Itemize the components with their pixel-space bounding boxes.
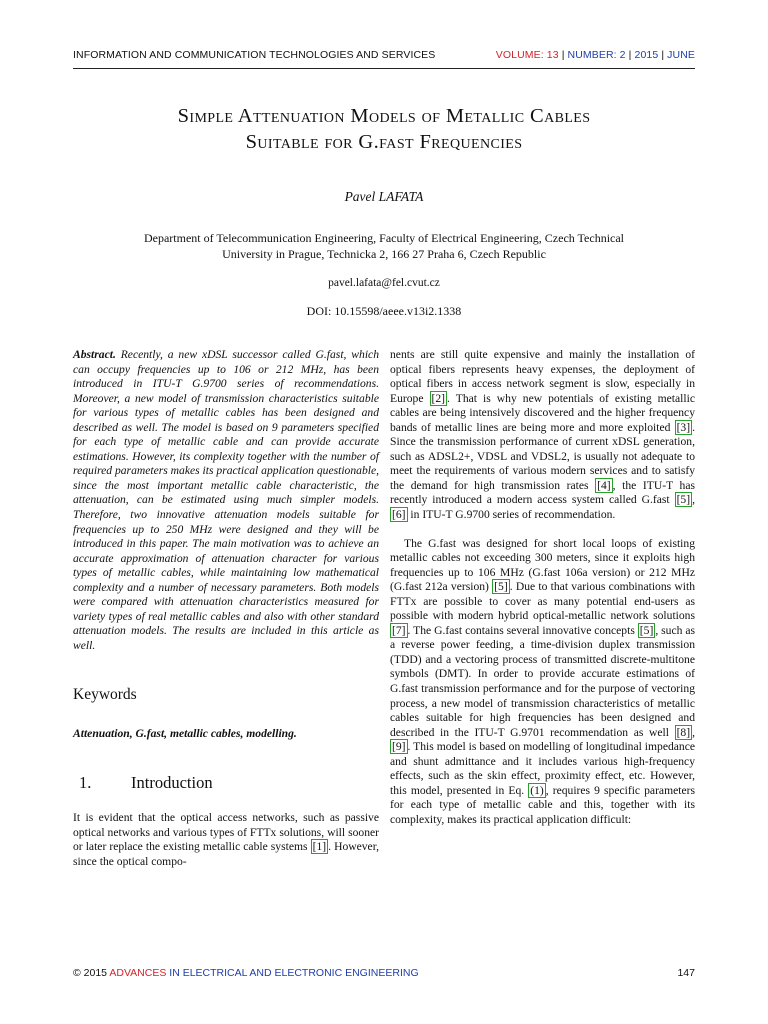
number-label: NUMBER: 2 — [567, 49, 626, 61]
section-number: 1. — [79, 773, 92, 793]
text-run: nents are still quite expensive and mainly the installation of optical fibers represents heavy expenses, the deployment of optical fibers in access network segment is slow, especially in Europe — [390, 348, 695, 405]
citation-link[interactable]: [1] — [312, 840, 327, 854]
footer-advances: ADVANCES — [109, 967, 167, 979]
left-column — [73, 348, 379, 869]
text-run: in ITU-T G.9700 series of recommendation. — [407, 508, 616, 522]
keywords-heading: Keywords — [73, 686, 137, 704]
text-run: , such as a reverse power feeding, a time-division duplex transmission (TDD) and a vectoring process of transmitted discrete-multitone symbols (DMT). In order to provide accurate estimations of G.fast transmission performance and for the purpose of vectoring process, a new model of transmission characteristics of metallic cables suitable for high frequencies has been designed and described in the ITU-T G.9701 recommendation as well — [390, 623, 695, 739]
text-run: , requires 9 specific parameters for each type of metallic cable and this, together with its complexity, makes its practical application difficult: — [390, 783, 695, 826]
keywords-text: Attenuation, G.fast, metallic cables, modelling. — [73, 727, 297, 741]
journal-header — [73, 49, 695, 61]
copyright: © 2015 — [73, 967, 108, 979]
text-run: . However, since the optical compo- — [73, 840, 379, 868]
page-number: 147 — [677, 967, 695, 979]
intro-paragraph-2 — [390, 537, 695, 828]
doi[interactable]: DOI: 10.15598/aeee.v13i2.1338 — [306, 304, 462, 318]
citation-link[interactable]: [9] — [392, 740, 406, 754]
text-run: It is evident that the optical access networks, such as passive optical networks and various types of FTTx solutions, will sooner or later replace the existing metallic cable systems — [73, 811, 379, 854]
affiliation-line-1: Department of Telecommunication Engineering, Faculty of Electrical Engineering, Czech Technical — [143, 231, 625, 245]
affiliation — [73, 231, 695, 262]
citation-link[interactable]: [2] — [431, 391, 446, 405]
title-line-2: Suitable for G.fast Frequencies — [245, 131, 523, 153]
citation-link[interactable]: [5] — [676, 493, 691, 507]
footer-journal — [73, 967, 419, 979]
text-run: . That is why new potentials of existing metallic cables are being intensively discovered and the higher frequency bands of metallic lines are being more and more exploited — [390, 391, 695, 434]
journal-section-name: INFORMATION AND COMMUNICATION TECHNOLOGIES AND SERVICES — [73, 49, 436, 61]
section-title: Introduction — [131, 773, 213, 793]
citation-link[interactable]: [5] — [494, 580, 508, 594]
text-run: , — [692, 725, 695, 739]
right-column — [390, 348, 695, 828]
section-heading-introduction — [73, 772, 379, 794]
citation-link[interactable]: (1) — [530, 783, 544, 797]
text-run: . The G.fast contains several innovative concepts — [407, 623, 638, 637]
text-run: . Due to that various combinations with FTTx are possible to cover as many potential end-users as possible with modern hybrid optical-metallic network solutions — [390, 580, 695, 623]
citation-link[interactable]: [6] — [392, 508, 406, 522]
text-run: , — [692, 493, 695, 507]
citation-link[interactable]: [7] — [392, 623, 406, 637]
header-divider — [73, 68, 695, 69]
abstract — [73, 348, 379, 653]
citation-link[interactable]: [3] — [676, 420, 691, 434]
author-name: Pavel LAFATA — [344, 189, 424, 204]
citation-link[interactable]: [4] — [597, 478, 611, 492]
volume-label: VOLUME: 13 — [495, 49, 559, 61]
text-run: , the ITU-T has recently introduced a modern access system called G.fast — [390, 478, 695, 507]
text-run: . This model is based on modelling of longitudinal impedance and shunt admittance and it includes various high-frequency effects, such as the skin effect, proximity effect, etc. However, this model, presented in Eq. — [390, 740, 695, 797]
issue-info — [496, 49, 695, 61]
paper-title — [73, 103, 695, 155]
text-run: . Since the transmission performance of current xDSL generation, such as ADSL2+, VDSL and VDSL2, is usually not adequate to meet the requirements of various modern services and to satisfy the demand for high transmission rates — [390, 420, 695, 492]
year-label: 2015 — [634, 49, 659, 61]
abstract-label: Abstract. — [73, 348, 116, 361]
footer-journal-name: IN ELECTRICAL AND ELECTRONIC ENGINEERING — [169, 967, 419, 979]
citation-link[interactable]: [5] — [639, 623, 654, 637]
page-footer — [73, 967, 695, 979]
abstract-text: Recently, a new xDSL successor called G.fast, which can occupy frequencies up to 106 or 212 MHz, has been introduced in ITU-T G.9700 series of recommendations. Moreover, a new model of transmission characteristics suitable for various types of metallic cables has been designed and described as well. The model is based on 9 parameters specified for each type of metallic cable and can provide accurate estimations. However, its complexity together with the number of required parameters makes its practical application questionable, since the most important metallic cable characteristic, the attenuation, can be estimated using much simpler models. Therefore, two innovative attenuation models suitable for frequencies up to 250 MHz were designed and they will be introduced in this paper. The main motivation was to achieve an accurate approximation of attenuation character for various types of metallic cables, while maintaining low mathematical complexity and a number of necessary parameters. Both models were compared with attenuation characteristics measured for variety types of real metallic cables and also with other standard attenuation models. The results are included in this article as well. — [73, 348, 380, 652]
separator: | — [628, 49, 632, 61]
title-line-1: Simple Attenuation Models of Metallic Cables — [177, 105, 591, 127]
affiliation-line-2: University in Prague, Technicka 2, 166 27 Praha 6, Czech Republic — [222, 246, 546, 261]
separator: | — [661, 49, 665, 61]
text-run: The G.fast was designed for short local loops of existing metallic cables not exceeding 300 meters, since it exploits high frequencies up to 106 MHz (G.fast 106a version) or 212 MHz (G.fast 212a version) — [390, 536, 695, 594]
separator: | — [561, 49, 565, 61]
intro-paragraph-1-start — [73, 811, 379, 869]
author-email[interactable]: pavel.lafata@fel.cvut.cz — [328, 277, 440, 289]
month-label: JUNE — [667, 49, 695, 61]
intro-paragraph-1-continued — [390, 348, 695, 523]
citation-link[interactable]: [8] — [676, 725, 691, 739]
